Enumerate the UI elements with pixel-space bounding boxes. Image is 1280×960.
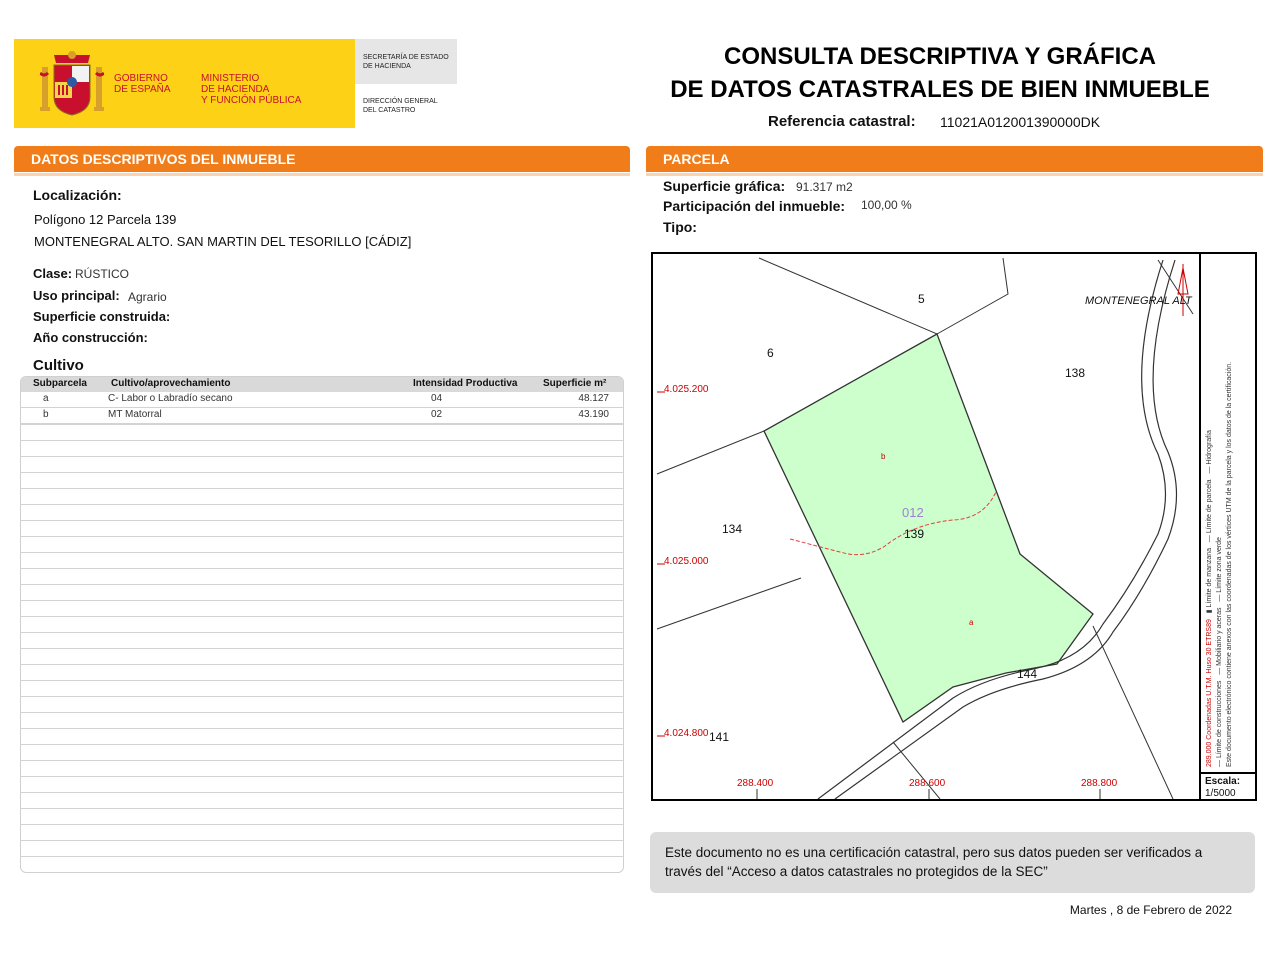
boundary-line — [759, 258, 1008, 334]
table-rule-line — [21, 712, 623, 713]
parcel-139-area — [764, 334, 1093, 722]
secretaria-line2: DE HACIENDA — [363, 63, 411, 70]
table-rule-line — [21, 568, 623, 569]
legend-zona-verde: Límite zona verde — [1216, 537, 1223, 593]
parcel-label-5[interactable]: 5 — [918, 292, 925, 306]
participacion-value: 100,00 % — [861, 198, 912, 212]
parcel-label-139[interactable]: 139 — [904, 527, 925, 541]
title-line1: CONSULTA DESCRIPTIVA Y GRÁFICA — [723, 43, 1157, 70]
legend-mobiliario: Mobiliario y aceras — [1216, 607, 1223, 666]
cultivo-table — [20, 376, 624, 873]
table-rule-line — [21, 792, 623, 793]
gobierno-de-espana-text — [114, 73, 171, 95]
direccion-label — [363, 97, 457, 115]
direccion-line2: DEL CATASTRO — [363, 107, 416, 114]
superficie-construida-label: Superficie construida: — [33, 309, 171, 324]
x-coord-label: 288.600 — [909, 778, 946, 789]
ref-label: Referencia catastral: — [768, 113, 916, 130]
parcel-label-138[interactable]: 138 — [1065, 366, 1086, 380]
participacion-label: Participación del inmueble: — [663, 198, 846, 214]
legend-coords: 289.000 Coordenadas U.T.M. Huso 30 ETRS89 — [1206, 619, 1213, 767]
table-rule-line — [21, 840, 623, 841]
localizacion-line2: MONTENEGRAL ALTO. SAN MARTIN DEL TESORILLO [CÁDIZ] — [34, 234, 412, 249]
table-rule-line — [21, 600, 623, 601]
cell-cultivo: MT Matorral — [108, 409, 162, 420]
header-subparcela: Subparcela — [33, 378, 87, 389]
parcel-label-141[interactable]: 141 — [709, 730, 730, 744]
disclaimer-note: Este documento no es una certificación catastral, pero sus datos pueden ser verificados a través del “Acceso a datos catastrales no protegidos de la SEC” — [650, 832, 1255, 893]
gov-line1: GOBIERNO — [114, 73, 168, 84]
title-line2: DE DATOS CATASTRALES DE BIEN INMUEBLE — [670, 76, 1210, 103]
scale-value: 1/5000 — [1205, 788, 1236, 799]
government-logo-block — [14, 39, 355, 128]
legend-row-1: 289.000 Coordenadas U.T.M. Huso 30 ETRS89 ▮ Límite de manzana — Límite de parcela — Hidrografía — [1206, 430, 1213, 767]
cell-subparcela: a — [43, 393, 49, 404]
table-rule-line — [21, 776, 623, 777]
ministry-line2: DE HACIENDA — [201, 84, 270, 95]
boundary-line — [657, 431, 764, 474]
uso-label: Uso principal: — [33, 288, 120, 303]
anio-construccion-label: Año construcción: — [33, 330, 148, 345]
table-rule-line — [21, 760, 623, 761]
document-title — [640, 40, 1240, 106]
table-rule-line — [21, 648, 623, 649]
legend-text — [1201, 254, 1257, 773]
header-superficie: Superficie m² — [543, 378, 607, 389]
table-rule-line — [21, 456, 623, 457]
table-rule-line — [21, 856, 623, 857]
legend-parcela: Límite de parcela — [1206, 479, 1213, 534]
boundary-line — [657, 578, 801, 629]
table-rule-line — [21, 440, 623, 441]
table-header — [21, 377, 623, 392]
cell-superficie: 43.190 — [578, 409, 609, 420]
subparcel-label-a: a — [969, 618, 974, 627]
table-rule-line — [21, 552, 623, 553]
cultivo-label: Cultivo — [33, 357, 84, 374]
legend-manzana: Límite de manzana — [1206, 547, 1213, 608]
table-rule-line — [21, 632, 623, 633]
legend-note: Este documento electrónico contiene anexos con las coordenadas de los vértices UTM de la parcela y los datos de la certificación. — [1226, 361, 1233, 767]
table-rule-line — [21, 744, 623, 745]
x-coord-label: 288.400 — [737, 778, 774, 789]
table-rule-line — [21, 520, 623, 521]
x-coord-label: 288.800 — [1081, 778, 1118, 789]
boundary-line — [1093, 626, 1173, 799]
y-coord-label: 4.025.000 — [664, 556, 709, 567]
descriptivos-section-header — [14, 146, 630, 172]
legend-construcciones: Límite de construcciones — [1216, 680, 1223, 759]
table-row — [21, 392, 623, 408]
parcel-label-144[interactable]: 144 — [1017, 667, 1038, 681]
table-rule-line — [21, 808, 623, 809]
legend-row-2: — Límite de construcciones — Mobiliario y aceras — Límite zona verde — [1216, 537, 1223, 767]
secretaria-block — [355, 39, 457, 128]
secretaria-label — [355, 39, 457, 84]
header-cultivo: Cultivo/aprovechamiento — [111, 378, 231, 389]
parcel-label-6[interactable]: 6 — [767, 346, 774, 360]
clase-label: Clase: — [33, 266, 73, 281]
cell-superficie: 48.127 — [578, 393, 609, 404]
ministry-line1: MINISTERIO — [201, 73, 260, 84]
cell-cultivo: C- Labor o Labradío secano — [108, 393, 233, 404]
table-rule-line — [21, 616, 623, 617]
table-rule-line — [21, 472, 623, 473]
cadastral-map[interactable] — [651, 252, 1257, 801]
parcela-section-header — [646, 146, 1263, 172]
descriptivos-title: DATOS DESCRIPTIVOS DEL — [31, 151, 219, 167]
cell-subparcela: b — [43, 409, 49, 420]
table-rule-line — [21, 424, 623, 425]
table-rule-line — [21, 680, 623, 681]
legend-hidrografia: Hidrografía — [1206, 430, 1213, 465]
ministry-text — [201, 73, 301, 106]
table-rule-line — [21, 536, 623, 537]
table-rule-line — [21, 728, 623, 729]
zone-label: MONTENEGRAL ALT — [1085, 295, 1192, 307]
descriptivos-title-strong: INMUEBLE — [222, 151, 296, 167]
table-rule-line — [21, 824, 623, 825]
poligono-label: 012 — [902, 505, 924, 520]
uso-value: Agrario — [128, 290, 167, 304]
scale-label: Escala: — [1205, 776, 1241, 787]
cell-intensidad: 02 — [431, 409, 443, 420]
table-rule-line — [21, 584, 623, 585]
tipo-label: Tipo: — [663, 219, 697, 235]
localizacion-line1: Polígono 12 Parcela 139 — [34, 212, 177, 227]
gov-line2: DE ESPAÑA — [114, 84, 171, 95]
map-legend — [1199, 254, 1255, 773]
spain-coat-of-arms-icon — [40, 49, 104, 121]
table-rule-line — [21, 696, 623, 697]
subparcel-label-b: b — [881, 452, 886, 461]
table-rule-line — [21, 488, 623, 489]
document-date: Martes , 8 de Febrero de 2022 — [1069, 903, 1232, 917]
parcel-label-134[interactable]: 134 — [722, 522, 743, 536]
referencia-catastral — [768, 113, 1101, 130]
table-row — [21, 408, 623, 424]
clase-value: RÚSTICO — [75, 267, 129, 281]
table-rule-line — [21, 664, 623, 665]
superficie-grafica-value: 91.317 m2 — [796, 180, 853, 194]
direccion-line1: DIRECCIÓN GENERAL — [363, 98, 438, 105]
boundary-line — [893, 742, 940, 799]
parcela-title: PARCELA — [663, 151, 730, 167]
cell-intensidad: 04 — [431, 393, 443, 404]
superficie-grafica-label: Superficie gráfica: — [663, 178, 786, 194]
north-arrow-icon — [1178, 264, 1188, 316]
table-rule-line — [21, 504, 623, 505]
ref-value: 11021A012001390000DK — [940, 114, 1101, 130]
secretaria-line1: SECRETARÍA DE ESTADO — [363, 54, 449, 61]
localizacion-label: Localización: — [33, 187, 122, 203]
scale-box — [1199, 772, 1255, 801]
ministry-line3: Y FUNCIÓN PÚBLICA — [201, 95, 302, 106]
y-coord-label: 4.025.200 — [664, 384, 709, 395]
y-coord-label: 4.024.800 — [664, 728, 709, 739]
header-intensidad: Intensidad Productiva — [413, 378, 518, 389]
